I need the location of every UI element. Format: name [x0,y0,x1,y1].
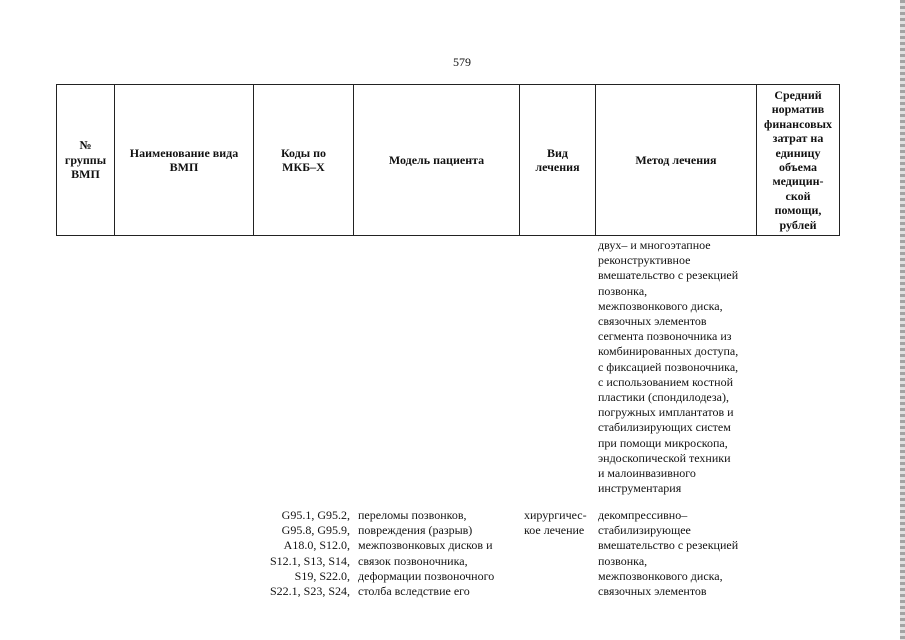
icd-codes-cell: G95.1, G95.2, G95.8, G95.9, A18.0, S12.0, S12.1, S13, S14, S19, S22.0, S22.1, S23, S24, [269,508,350,599]
header-group-number-label: № группы ВМП [64,138,107,182]
header-vmp-name [115,85,254,236]
header-patient-model [354,85,520,236]
header-treatment-type-label: Вид лечения [535,145,580,174]
header-average-cost-label: Средний норматив финансовых затрат на единицу объема медицин- ской помощи, рублей [764,88,832,232]
method-continued-cell: двух– и многоэтапное реконструктивное вмешательство с резекцией позвонка, межпозвонкового диска, связочных элементов сегмента позвоночника из комбинированных доступа, с фиксацией позвоночника, с использованием костной пластики (спондилодеза), погружных имплантатов и стабилизирующих систем при помощи микроскопа, эндоскопической техники и малоинвазивного инструментария [598,238,739,496]
header-patient-model-label: Модель пациента [388,152,485,167]
header-treatment-method-label: Метод лечения [635,152,717,167]
header-treatment-method [596,85,757,236]
table-header [56,84,840,236]
header-vmp-name-label: Наименование вида ВМП [129,145,239,174]
header-icd-codes-label: Коды по МКБ–Х [280,145,327,174]
header-average-cost [757,85,840,236]
scan-edge [900,0,905,640]
header-treatment-type [520,85,596,236]
header-icd-codes [254,85,354,236]
treatment-method-cell: декомпрессивно– стабилизирующее вмешательство с резекцией позвонка, межпозвонкового диска, связочных элементов [598,508,739,599]
treatment-type-cell: хирургичес- кое лечение [524,508,587,538]
header-group-number [57,85,115,236]
patient-model-cell: переломы позвонков, повреждения (разрыв) межпозвонковых дисков и связок позвоночника, деформации позвоночного столба вследствие его [358,508,495,599]
page-number: 579 [453,55,471,69]
